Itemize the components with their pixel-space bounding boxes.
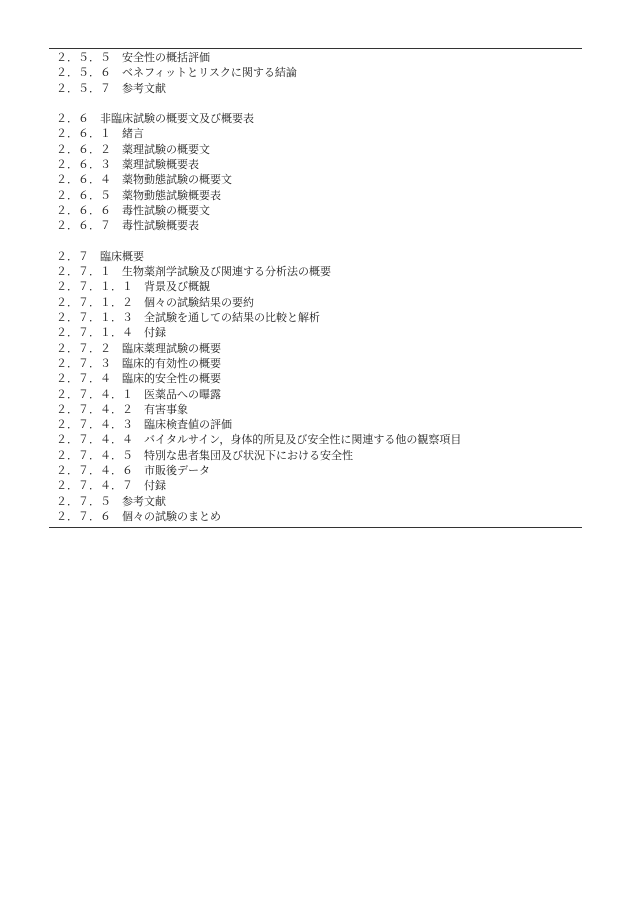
section-number: ２．６．５	[56, 188, 111, 202]
section-number: ２．７．１．３	[56, 311, 133, 325]
toc-entry	[56, 463, 582, 478]
section-title: 臨床的安全性の概要	[122, 372, 221, 386]
section-number: ２．６．４	[56, 173, 111, 187]
section-number: ２．７．５	[56, 494, 111, 508]
section-number: ２．７．４．１	[56, 387, 133, 401]
toc-entry	[56, 295, 582, 310]
section-title: 毒性試験概要表	[122, 219, 199, 233]
toc-entry	[56, 432, 582, 447]
section-number: ２．６．６	[56, 203, 111, 217]
section-number: ２．６．７	[56, 219, 111, 233]
bottom-rule	[49, 527, 582, 528]
section-number: ２．７．１	[56, 265, 111, 279]
section-title: 有害事象	[144, 402, 188, 416]
toc-entry	[56, 50, 582, 65]
toc-entry	[56, 264, 582, 279]
section-title: 薬理試験概要表	[122, 158, 199, 172]
section-number: ２．７．４．５	[56, 448, 133, 462]
section-title: 安全性の概括評価	[122, 51, 210, 64]
toc-entry	[56, 371, 582, 386]
section-number: ２．５．５	[56, 51, 111, 64]
table-of-contents	[56, 50, 582, 524]
section-title: 参考文献	[122, 81, 166, 95]
section-title: 全試験を通しての結果の比較と解析	[144, 311, 320, 325]
toc-entry	[56, 203, 582, 218]
section-number: ２．７．４．７	[56, 479, 133, 493]
toc-entry	[56, 387, 582, 402]
section-title: 臨床的有効性の概要	[122, 356, 221, 370]
section-title: 医薬品への曝露	[144, 387, 221, 401]
section-number: ２．５．６	[56, 66, 111, 80]
toc-entry	[56, 142, 582, 157]
section-title: 臨床薬理試験の概要	[122, 341, 221, 355]
toc-entry	[56, 402, 582, 417]
section-title: 付録	[144, 326, 166, 340]
section-number: ２．６．１	[56, 127, 111, 141]
top-rule	[49, 48, 582, 49]
section-title: 生物薬剤学試験及び関連する分析法の概要	[122, 265, 331, 279]
toc-entry	[56, 126, 582, 141]
toc-entry	[56, 341, 582, 356]
section-title: 臨床概要	[100, 249, 144, 263]
toc-entry	[56, 448, 582, 463]
toc-spacer	[56, 234, 582, 249]
section-number: ２．７．１．１	[56, 280, 133, 294]
section-title: 非臨床試験の概要文及び概要表	[100, 112, 254, 126]
section-title: 付録	[144, 479, 166, 493]
section-title: 個々の試験のまとめ	[122, 509, 221, 523]
section-number: ２．７．４．２	[56, 402, 133, 416]
section-number: ２．７．４．３	[56, 418, 133, 432]
section-number: ２．７．４．６	[56, 464, 133, 478]
section-title: 臨床検査値の評価	[144, 418, 232, 432]
section-title: 毒性試験の概要文	[122, 203, 210, 217]
section-title: バイタルサイン，身体的所見及び安全性に関連する他の観察項目	[144, 433, 462, 447]
toc-entry	[56, 172, 582, 187]
toc-entry	[56, 325, 582, 340]
toc-entry	[56, 279, 582, 294]
section-number: ２．６．２	[56, 142, 111, 156]
toc-entry	[56, 509, 582, 524]
section-number: ２．７．１．２	[56, 295, 133, 309]
section-number: ２．６	[56, 112, 89, 126]
section-number: ２．７．１．４	[56, 326, 133, 340]
section-title: 薬物動態試験概要表	[122, 188, 221, 202]
toc-entry	[56, 249, 582, 264]
section-title: 個々の試験結果の要約	[144, 295, 254, 309]
toc-spacer	[56, 96, 582, 111]
toc-entry	[56, 111, 582, 126]
section-title: 緒言	[122, 127, 144, 141]
section-number: ２．５．７	[56, 81, 111, 95]
section-title: 市販後データ	[144, 464, 210, 478]
section-number: ２．７．４．４	[56, 433, 133, 447]
section-title: 薬理試験の概要文	[122, 142, 210, 156]
section-number: ２．７．４	[56, 372, 111, 386]
toc-entry	[56, 417, 582, 432]
section-number: ２．６．３	[56, 158, 111, 172]
section-title: 参考文献	[122, 494, 166, 508]
toc-entry	[56, 478, 582, 493]
toc-entry	[56, 81, 582, 96]
toc-entry	[56, 494, 582, 509]
toc-entry	[56, 218, 582, 233]
toc-entry	[56, 310, 582, 325]
section-number: ２．７．２	[56, 341, 111, 355]
toc-entry	[56, 188, 582, 203]
section-number: ２．７．３	[56, 356, 111, 370]
section-number: ２．７．６	[56, 509, 111, 523]
section-title: 特別な患者集団及び状況下における安全性	[144, 448, 353, 462]
section-title: 背景及び概観	[144, 280, 210, 294]
toc-entry	[56, 356, 582, 371]
section-number: ２．７	[56, 249, 89, 263]
toc-entry	[56, 65, 582, 80]
section-title: 薬物動態試験の概要文	[122, 173, 232, 187]
section-title: ベネフィットとリスクに関する結論	[122, 66, 297, 80]
toc-entry	[56, 157, 582, 172]
